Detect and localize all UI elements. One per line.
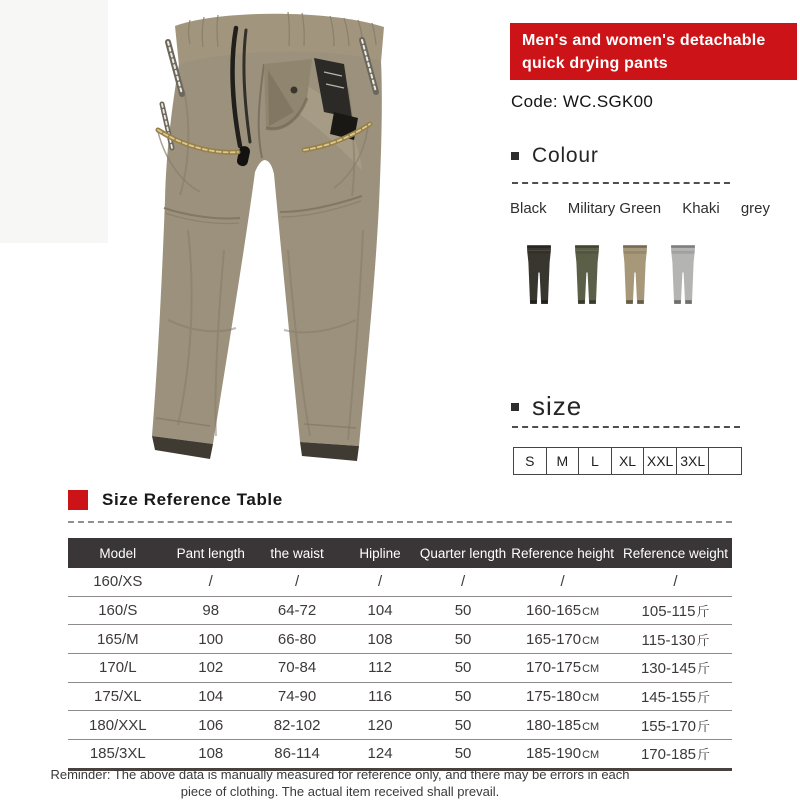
colour-bullet-icon — [511, 152, 519, 160]
size-divider — [512, 426, 740, 428]
table-row — [68, 740, 732, 768]
table-cell: 165/M — [96, 630, 139, 648]
table-cell: 82-102 — [273, 716, 321, 734]
size-cell-xxl[interactable]: XXL — [643, 448, 676, 474]
reminder-line-2: piece of clothing. The actual item received shall prevail. — [180, 783, 500, 799]
table-row — [68, 597, 732, 626]
size-table-title-text: Size Reference Table — [102, 490, 283, 509]
table-row — [68, 683, 732, 712]
colour-divider — [512, 182, 730, 184]
size-reference-table — [68, 538, 732, 771]
table-cell: 70-84 — [277, 659, 317, 677]
table-cell: 105-115斤 — [641, 603, 710, 621]
table-cell: 74-90 — [277, 688, 317, 706]
size-title-text: size — [532, 391, 583, 421]
size-cell-3xl[interactable]: 3XL — [676, 448, 709, 474]
table-cell: 104 — [198, 688, 224, 706]
size-cell-xl[interactable]: XL — [611, 448, 644, 474]
table-cell: 50 — [454, 716, 472, 734]
title-banner — [510, 23, 797, 80]
table-cell: / — [460, 573, 466, 591]
table-cell: 104 — [367, 602, 393, 620]
product-photo-pants — [138, 0, 396, 478]
colour-swatches — [522, 243, 700, 309]
table-cell: 180-185CM — [526, 716, 600, 734]
size-cell-empty — [708, 448, 741, 474]
table-cell: 50 — [454, 745, 472, 763]
table-cell: 160-165CM — [526, 602, 600, 620]
table-cell: 170/L — [99, 659, 137, 677]
pants-thumb-icon — [522, 243, 556, 307]
size-cell-m[interactable]: M — [546, 448, 579, 474]
table-header-cell-the-waist: the waist — [270, 545, 324, 561]
table-cell: / — [673, 573, 678, 591]
size-cell-l[interactable]: L — [578, 448, 611, 474]
table-cell: 86-114 — [274, 745, 320, 763]
table-cell: 50 — [454, 630, 472, 648]
table-header-cell-hipline: Hipline — [359, 545, 401, 561]
table-header-row — [68, 538, 732, 568]
size-section-title — [511, 391, 582, 422]
photo-background — [0, 0, 108, 243]
table-body — [68, 568, 732, 771]
title-line-1: Men's and women's detachable — [522, 32, 766, 49]
table-cell: / — [294, 573, 300, 591]
size-table-title — [68, 490, 283, 510]
colour-swatch-khaki[interactable] — [618, 243, 652, 307]
table-cell: 145-155斤 — [640, 689, 711, 707]
size-table-bullet-icon — [68, 490, 88, 510]
colour-swatch-black[interactable] — [522, 243, 556, 307]
table-cell: / — [377, 573, 383, 591]
table-cell: 66-80 — [277, 630, 317, 648]
table-cell: 120 — [367, 716, 393, 734]
table-cell: 180/XXL — [89, 716, 147, 734]
table-cell: 185-190CM — [526, 745, 600, 763]
table-cell: / — [560, 573, 565, 591]
table-header-cell-pant-length: Pant length — [176, 545, 245, 561]
table-header-cell-reference-weight: Reference weight — [622, 545, 729, 561]
table-cell: 130-145斤 — [640, 660, 711, 678]
table-cell: 50 — [454, 602, 472, 620]
table-cell: 98 — [202, 602, 220, 620]
table-cell: 175-180CM — [526, 688, 600, 706]
size-bullet-icon — [511, 403, 519, 411]
colour-option-label-khaki: Khaki — [682, 200, 720, 217]
size-table-divider — [68, 521, 732, 523]
colour-option-label-black: Black — [510, 200, 547, 217]
table-cell: 50 — [454, 688, 472, 706]
colour-swatch-grey[interactable] — [666, 243, 700, 307]
table-row — [68, 711, 732, 740]
size-cell-s[interactable]: S — [525, 453, 535, 469]
colour-option-label-grey: grey — [740, 200, 770, 217]
pants-thumb-icon — [570, 243, 604, 307]
table-header-cell-quarter-length: Quarter length — [419, 545, 507, 561]
title-line-2: quick drying pants — [522, 55, 668, 72]
table-row — [68, 568, 732, 597]
colour-title-text: Colour — [532, 144, 599, 167]
table-cell: 100 — [198, 630, 224, 648]
table-row — [68, 654, 732, 683]
table-cell: 50 — [454, 659, 472, 677]
table-cell: 165-170CM — [526, 630, 600, 648]
reminder-line-1: Reminder: The above data is manually measured for reference only, and there may be errors in each — [50, 767, 630, 782]
table-cell: 124 — [367, 745, 393, 763]
table-header-cell-reference-height: Reference height — [511, 545, 615, 561]
table-header-cell-model: Model — [99, 545, 137, 561]
product-code: Code: WC.SGK00 — [511, 92, 654, 111]
table-cell: 108 — [367, 630, 393, 648]
pants-thumb-icon — [666, 243, 700, 307]
table-cell: 108 — [198, 745, 224, 763]
table-row — [68, 625, 732, 654]
table-cell: 106 — [198, 716, 224, 734]
table-cell: 116 — [368, 688, 393, 706]
colour-option-labels — [510, 200, 770, 217]
colour-section-title — [511, 144, 599, 168]
table-cell: 102 — [198, 659, 224, 677]
size-selector-strip — [513, 447, 742, 475]
table-cell: 160/S — [98, 602, 138, 620]
table-cell: 170-185斤 — [640, 746, 711, 764]
table-cell: 170-175CM — [526, 659, 600, 677]
table-cell: / — [208, 573, 213, 591]
table-cell: 185/3XL — [89, 745, 146, 763]
colour-option-label-military-green: Military Green — [567, 200, 662, 217]
table-cell: 64-72 — [277, 602, 317, 620]
pants-thumb-icon — [618, 243, 652, 307]
table-cell: 112 — [368, 659, 393, 677]
reminder-note — [30, 767, 650, 800]
colour-swatch-military-green[interactable] — [570, 243, 604, 307]
table-cell: 155-170斤 — [640, 717, 711, 735]
table-cell: 115-130斤 — [641, 631, 710, 649]
table-cell: 175/XL — [94, 688, 142, 706]
table-cell: 160/XS — [93, 573, 143, 591]
